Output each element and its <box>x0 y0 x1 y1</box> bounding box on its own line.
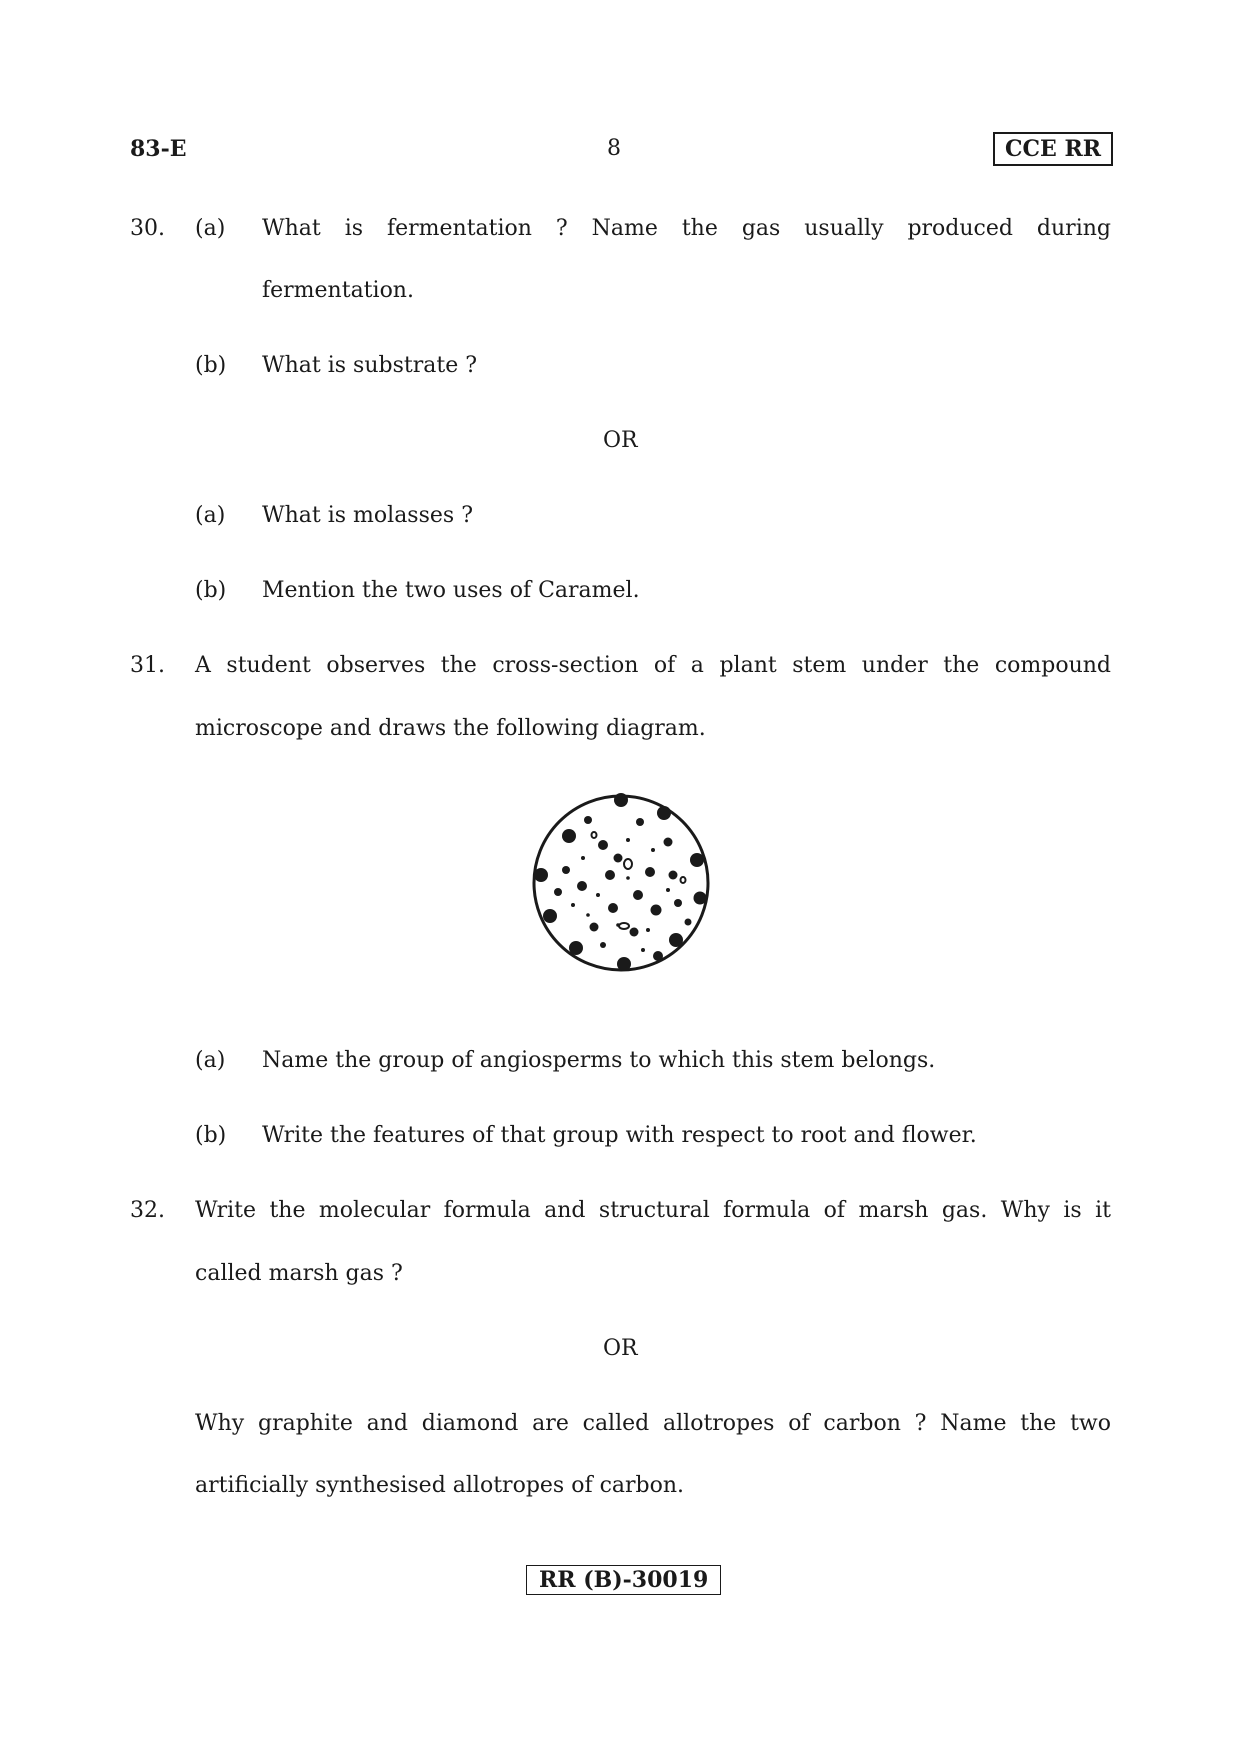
question-number-30: 30. <box>130 216 165 241</box>
option-label: (b) <box>195 353 227 378</box>
option-label: (a) <box>195 216 226 241</box>
or-divider: OR <box>603 1336 638 1361</box>
series-badge: CCE RR <box>993 132 1113 166</box>
option-label: (a) <box>195 503 226 528</box>
footer-code-badge: RR (B)-30019 <box>526 1565 721 1595</box>
option-label: (a) <box>195 1048 226 1073</box>
option-label: (b) <box>195 578 227 603</box>
question-text: Write the features of that group with respect to root and flower. <box>262 1123 977 1148</box>
question-number-32: 32. <box>130 1198 165 1223</box>
or-divider: OR <box>603 428 638 453</box>
question-number-31: 31. <box>130 653 165 678</box>
option-label: (b) <box>195 1123 227 1148</box>
stem-cross-section-diagram <box>528 790 714 976</box>
question-text: microscope and draws the following diagram. <box>195 716 706 741</box>
question-text: Why graphite and diamond are called allotropes of carbon ? Name the two <box>195 1411 1111 1436</box>
question-text: What is molasses ? <box>262 503 473 528</box>
question-text: artificially synthesised allotropes of carbon. <box>195 1473 685 1498</box>
question-text: What is substrate ? <box>262 353 478 378</box>
question-text: fermentation. <box>262 278 414 303</box>
question-text: Mention the two uses of Caramel. <box>262 578 640 603</box>
question-text: Write the molecular formula and structural formula of marsh gas. Why is it <box>195 1198 1111 1223</box>
question-text: Name the group of angiosperms to which this stem belongs. <box>262 1048 936 1073</box>
question-text: called marsh gas ? <box>195 1261 403 1286</box>
question-text: A student observes the cross-section of a plant stem under the compound <box>195 653 1111 678</box>
paper-code: 83-E <box>130 136 187 162</box>
page-number: 8 <box>607 136 621 161</box>
question-text: What is fermentation ? Name the gas usually produced during <box>262 216 1111 241</box>
